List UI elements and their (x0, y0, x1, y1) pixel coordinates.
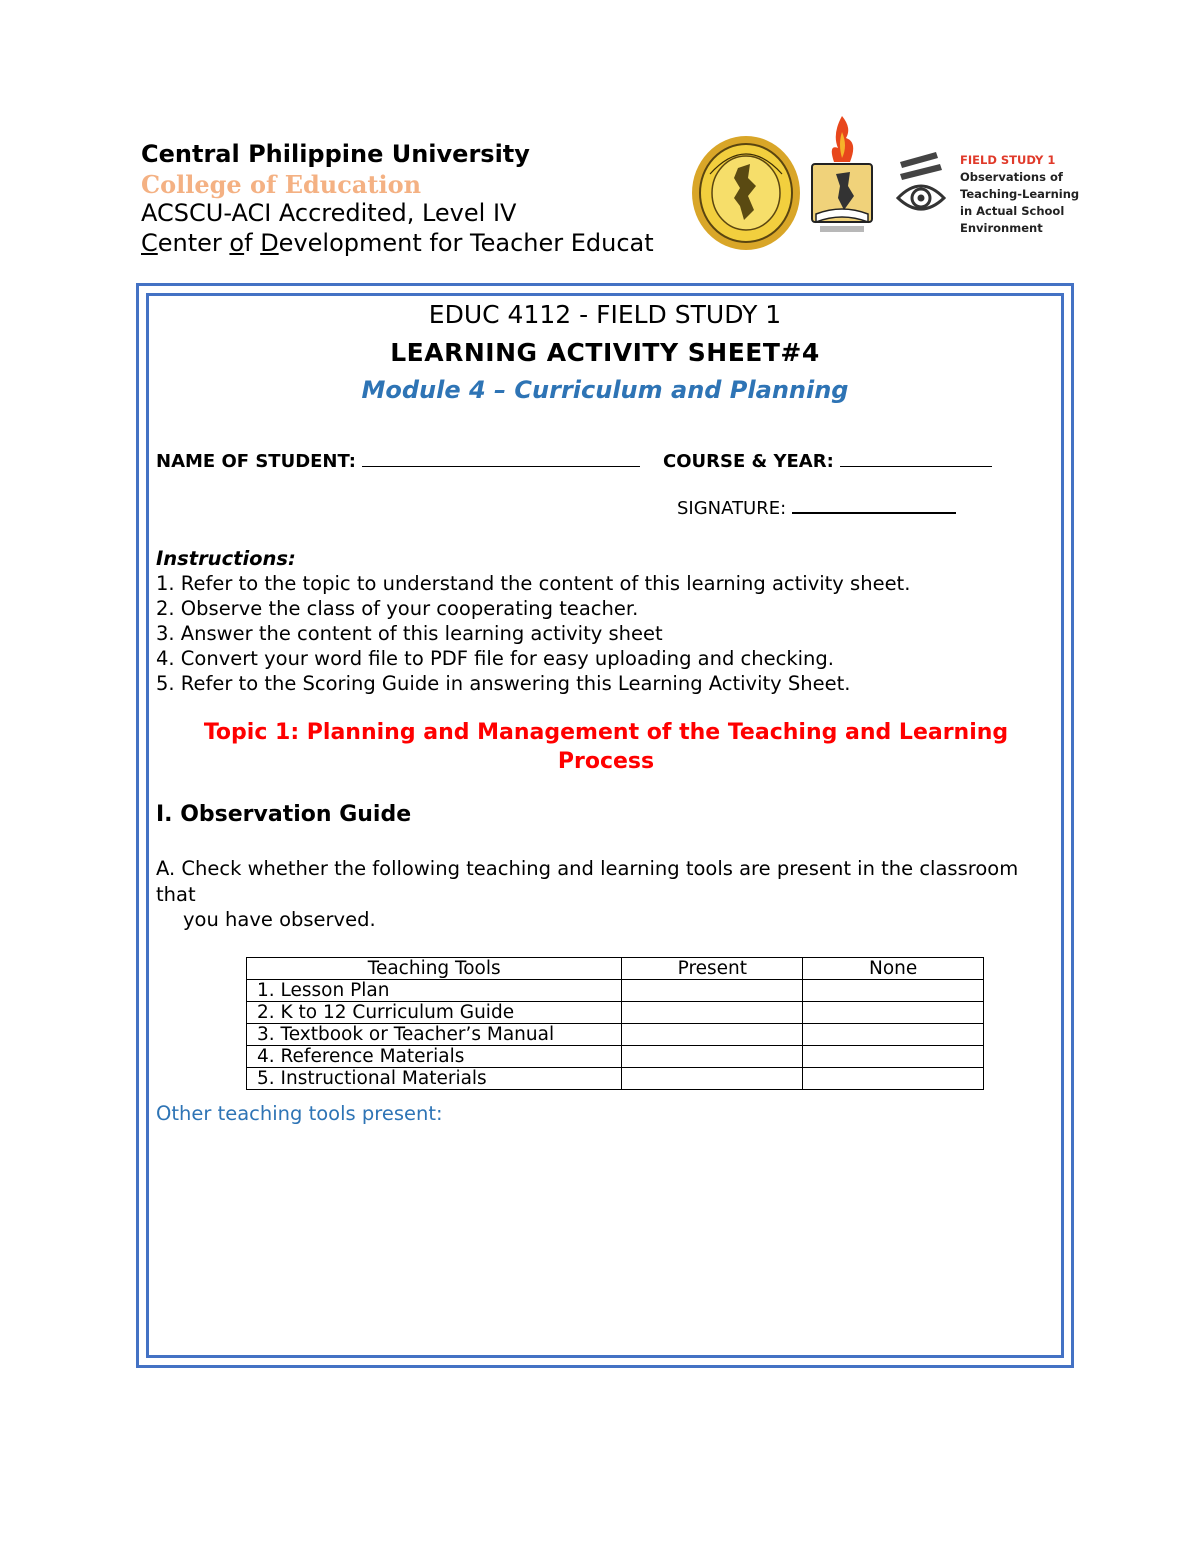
course-title: EDUC 4112 - FIELD STUDY 1 (428, 300, 782, 329)
table-header-cell: None (803, 958, 984, 980)
instruction-item: 2. Observe the class of your cooperating teacher. (156, 597, 639, 620)
course-year-input-line[interactable] (840, 452, 992, 467)
table-row (247, 1002, 984, 1024)
table-header-row (247, 958, 984, 980)
instruction-item: 1. Refer to the topic to understand the content of this learning activity sheet. (156, 572, 911, 595)
instruction-item: 4. Convert your word file to PDF file for easy uploading and checking. (156, 647, 834, 670)
topic-heading: Topic 1: Planning and Management of the Teaching and Learning Process (203, 720, 1009, 774)
table-header-cell: Teaching Tools (247, 958, 622, 980)
signature-field[interactable]: SIGNATURE: (677, 498, 956, 519)
eye-icon (896, 150, 946, 222)
table-row (247, 1068, 984, 1090)
tool-name-cell: 5. Instructional Materials (247, 1068, 622, 1090)
center-of-development: Center of Development for Teacher Educat (141, 228, 654, 257)
none-cell[interactable] (803, 1024, 984, 1046)
table-row (247, 1024, 984, 1046)
table-header-cell: Present (622, 958, 803, 980)
college-name: College of Education (141, 169, 422, 199)
college-crest-logo (806, 114, 878, 244)
present-cell[interactable] (622, 1024, 803, 1046)
other-tools-label: Other teaching tools present: (156, 1102, 443, 1125)
university-seal-logo (690, 134, 802, 252)
institution-header (141, 140, 691, 258)
none-cell[interactable] (803, 1046, 984, 1068)
field-study-badge: FIELD STUDY 1 Observations of Teaching-Learning in Actual School Environment (960, 153, 1080, 235)
name-of-student-field[interactable]: NAME OF STUDENT: (156, 451, 640, 472)
instruction-item: 5. Refer to the Scoring Guide in answering this Learning Activity Sheet. (156, 672, 851, 695)
accreditation: ACSCU-ACI Accredited, Level IV (141, 199, 517, 227)
name-input-line[interactable] (362, 452, 640, 467)
tool-name-cell: 2. K to 12 Curriculum Guide (247, 1002, 622, 1024)
present-cell[interactable] (622, 1002, 803, 1024)
table-row (247, 980, 984, 1002)
module-title: Module 4 – Curriculum and Planning (361, 376, 849, 404)
present-cell[interactable] (622, 1046, 803, 1068)
tool-name-cell: 4. Reference Materials (247, 1046, 622, 1068)
tool-name-cell: 1. Lesson Plan (247, 980, 622, 1002)
present-cell[interactable] (622, 1068, 803, 1090)
observation-guide-heading: I. Observation Guide (156, 802, 412, 827)
tool-name-cell: 3. Textbook or Teacher’s Manual (247, 1024, 622, 1046)
instruction-item: 3. Answer the content of this learning activity sheet (156, 622, 663, 645)
instructions (156, 546, 1036, 696)
instructions-heading: Instructions: (156, 547, 296, 570)
signature-input-line[interactable] (792, 498, 956, 514)
course-year-field[interactable]: COURSE & YEAR: (663, 451, 992, 472)
present-cell[interactable] (622, 980, 803, 1002)
none-cell[interactable] (803, 1002, 984, 1024)
sheet-title: LEARNING ACTIVITY SHEET#4 (390, 338, 820, 367)
observation-instruction: A. Check whether the following teaching and learning tools are present in the classroom that you have observed. (156, 857, 1019, 931)
teaching-tools-table (246, 957, 984, 1090)
none-cell[interactable] (803, 1068, 984, 1090)
none-cell[interactable] (803, 980, 984, 1002)
table-row (247, 1046, 984, 1068)
university-name: Central Philippine University (141, 140, 530, 168)
